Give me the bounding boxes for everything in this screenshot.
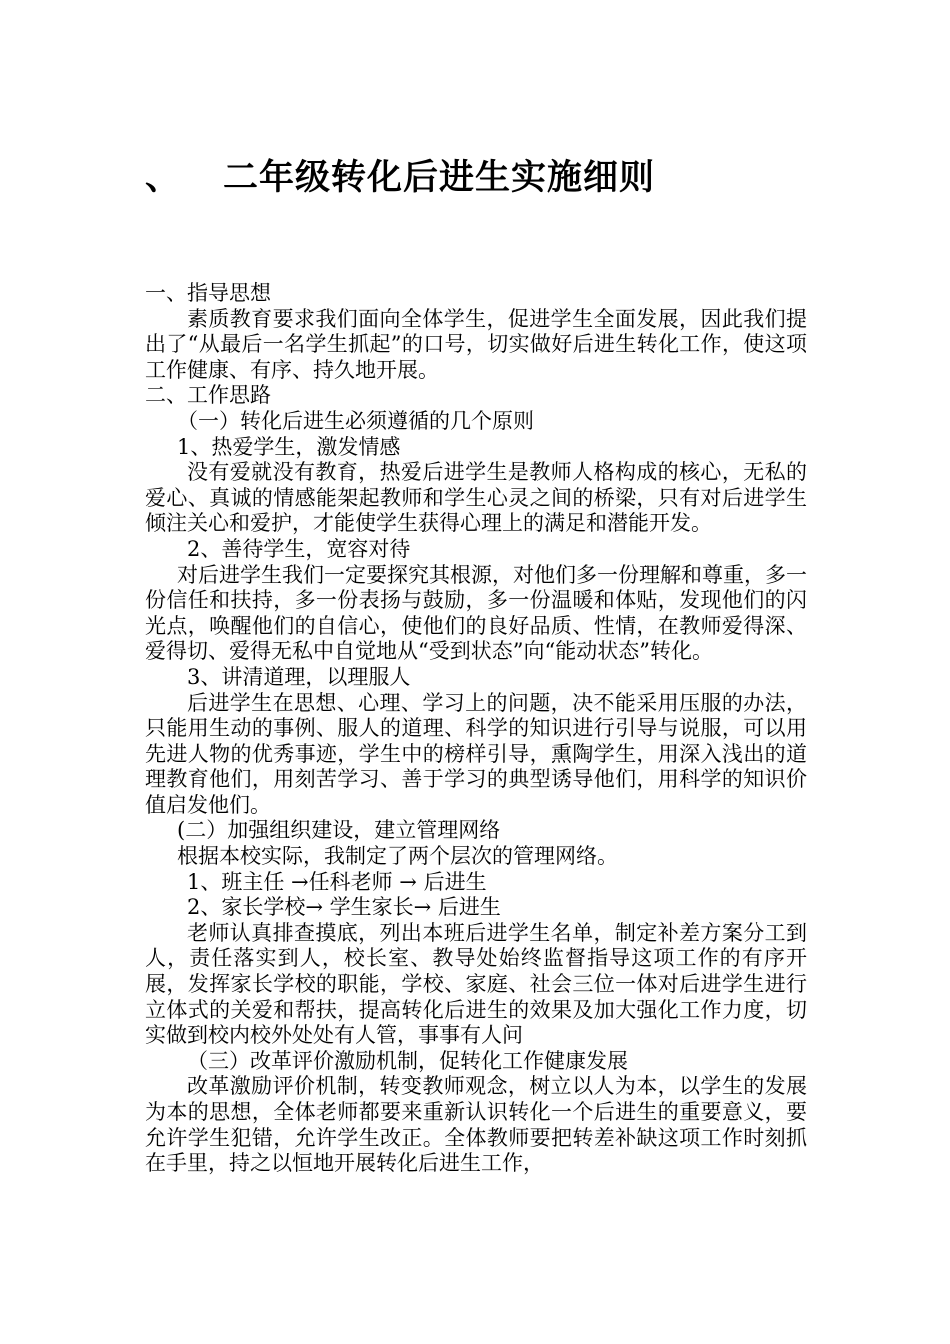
paragraph: 后进学生在思想、心理、学习上的问题，决不能采用压服的办法，只能用生动的事例、服人的道理、科学的知识进行引导与说服，可以用先进人物的优秀事迹，学生中的榜样引导，熏陶学生，用深入浅出的道理教育他们，用刻苦学习、善于学习的典型诱导他们，用科学的知识价值启发他们。: [145, 690, 807, 817]
document-body: [145, 281, 807, 1177]
paragraph: 2、善待学生，宽容对待: [187, 536, 411, 561]
paragraph: 二、工作思路: [145, 383, 271, 408]
paragraph: 2、家长学校→ 学生家长→ 后进生: [187, 895, 501, 920]
paragraph: （一）转化后进生必须遵循的几个原则: [177, 408, 534, 433]
title-mark: 、: [145, 157, 182, 198]
title-text: 二年级转化后进生实施细则: [223, 157, 656, 198]
paragraph: 没有爱就没有教育，热爱后进学生是教师人格构成的核心，无私的爱心、真诚的情感能架起教师和学生心灵之间的桥梁，只有对后进学生倾注关心和爱护，才能使学生获得心理上的满足和潜能开发。: [145, 460, 807, 536]
paragraph: 根据本校实际，我制定了两个层次的管理网络。: [177, 844, 618, 869]
paragraph: (二）加强组织建设，建立管理网络: [177, 818, 501, 843]
document-title: [145, 150, 825, 206]
paragraph: 3、讲清道理，以理服人: [187, 664, 411, 689]
paragraph: 老师认真排查摸底，列出本班后进学生名单，制定补差方案分工到人，责任落实到人，校长室、教导处始终监督指导这项工作的有序开展，发挥家长学校的职能，学校、家庭、社会三位一体对后进学生进行立体式的关爱和帮扶，提高转化后进生的效果及加大强化工作力度，切实做到校内校外处处有人管，事事有人问: [145, 920, 807, 1048]
paragraph: 素质教育要求我们面向全体学生，促进学生全面发展，因此我们提出了“从最后一名学生抓起”的口号，切实做好后进生转化工作，使这项工作健康、有序、持久地开展。: [145, 306, 807, 382]
paragraph: 改革激励评价机制，转变教师观念，树立以人为本，以学生的发展为本的思想，全体老师都要来重新认识转化一个后进生的重要意义，要允许学生犯错，允许学生改正。全体教师要把转差补缺这项工作时刻抓在手里，持之以恒地开展转化后进生工作，: [145, 1074, 807, 1176]
paragraph: 1、班主任 →任科老师 → 后进生: [187, 869, 487, 894]
paragraph: （三）改革评价激励机制，促转化工作健康发展: [187, 1048, 628, 1073]
paragraph: 对后进学生我们一定要探究其根源，对他们多一份理解和尊重，多一份信任和扶持，多一份表扬与鼓励，多一份温暖和体贴，发现他们的闪光点，唤醒他们的自信心，使他们的良好品质、性情，在教师爱得深、爱得切、爱得无私中自觉地从“受到状态”向“能动状态”转化。: [145, 562, 807, 664]
paragraph: 1、热爱学生，激发情感: [177, 434, 401, 459]
paragraph: 一、指导思想: [145, 281, 271, 305]
